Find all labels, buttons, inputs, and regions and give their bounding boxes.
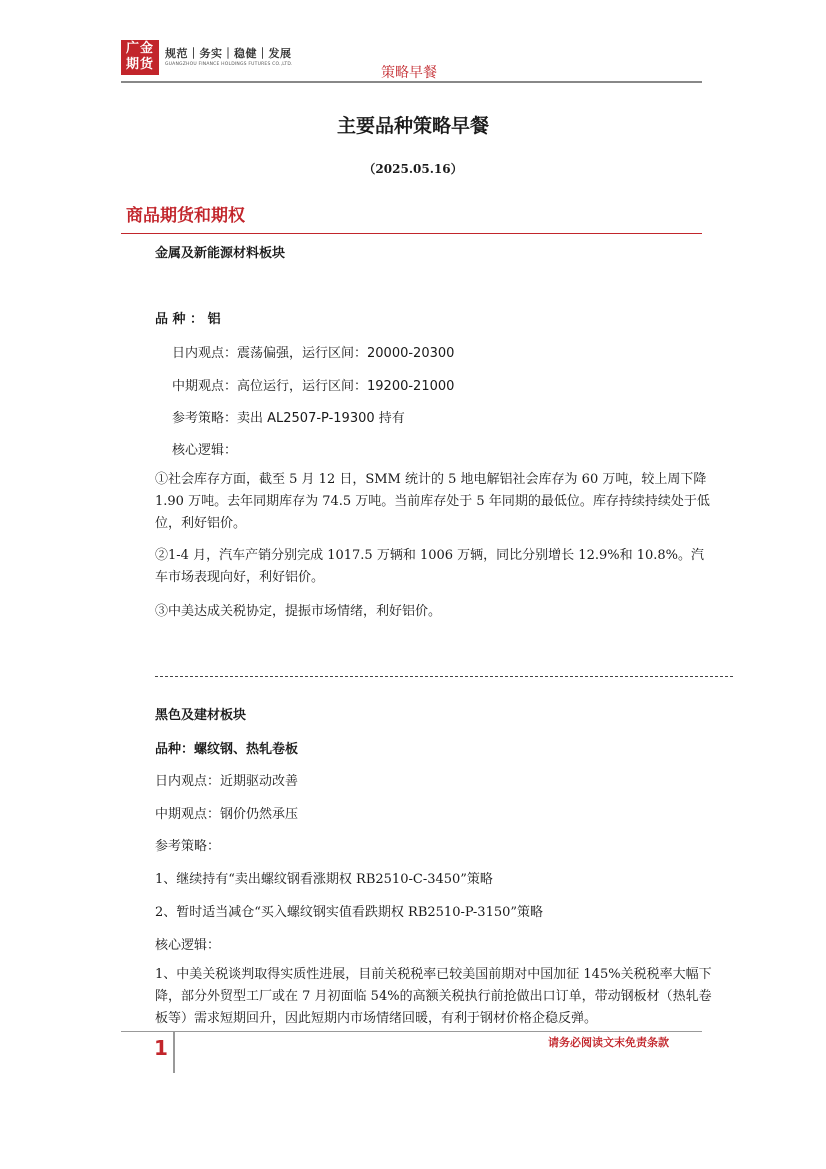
header-divider: [121, 81, 702, 83]
block-ferrous-heading: 黑色及建材板块: [155, 708, 247, 723]
block-ferrous-intraday: 日内观点：近期驱动改善: [155, 774, 299, 789]
document-type: 策略早餐: [381, 65, 437, 81]
block-ferrous-logic-label: 核心逻辑：: [155, 938, 221, 953]
block-ferrous-logic-1: 1、中美关税谈判取得实质性进展，目前关税税率已较美国前期对中国加征 145%关税税率大幅下降，部分外贸型工厂或在 7 月初面临 54%的高额关税执行前抢做出口订单，带动钢板材（热轧卷板等）需求短期回升，因此短期内市场情绪回暖，有利于钢材价格企稳反弹。: [155, 967, 712, 1026]
block-metals-intraday: 日内观点：震荡偏强，运行区间：20000-20300: [172, 346, 455, 361]
block-metals-logic-1: ①社会库存方面，截至 5 月 12 日，SMM 统计的 5 地电解铝社会库存为 60 万吨，较上周下降 1.90 万吨。去年同期库存为 74.5 万吨。当前库存处于 5 年同期的最低位。库存持续持续处于低位，利好铝价。: [155, 472, 710, 531]
block-metals-logic-3: ③中美达成关税协定，提振市场情绪，利好铝价。: [155, 604, 442, 619]
block-ferrous-midterm: 中期观点：钢价仍然承压: [155, 807, 299, 822]
block-metals-variety: 品 种 ： 铝: [155, 312, 221, 327]
block-ferrous-strategy-label: 参考策略：: [155, 839, 221, 854]
block-metals-logic-label: 核心逻辑：: [172, 443, 238, 458]
block-ferrous-variety: 品种：螺纹钢、热轧卷板: [155, 742, 299, 757]
logo-line-2: 期货: [125, 57, 154, 72]
block-metals-heading: 金属及新能源材料板块: [155, 246, 286, 261]
report-date: （2025.05.16）: [363, 162, 463, 176]
disclaimer-note: 请务必阅读文末免责条款: [548, 1036, 669, 1049]
company-slogan: 规范｜务实｜稳健｜发展: [165, 47, 292, 60]
page-title: 主要品种策略早餐: [336, 115, 489, 137]
section-title: 商品期货和期权: [126, 206, 245, 226]
block-metals-midterm: 中期观点：高位运行，运行区间：19200-21000: [172, 379, 455, 394]
page-number: 1: [154, 1036, 168, 1060]
company-english-name: GUANGZHOU FINANCE HOLDINGS FUTURES CO.,LTD.: [165, 62, 293, 67]
block-separator: [155, 676, 733, 677]
block-ferrous-strategy-1: 1、继续持有“卖出螺纹钢看涨期权 RB2510-C-3450”策略: [155, 872, 493, 887]
block-metals-logic-2: ②1-4 月，汽车产销分别完成 1017.5 万辆和 1006 万辆，同比分别增长 12.9%和 10.8%。汽车市场表现向好，利好铝价。: [155, 548, 705, 585]
section-divider: [121, 233, 702, 234]
logo-line-1: 广金: [125, 41, 154, 56]
footer-divider: [121, 1031, 702, 1032]
footer-vertical-rule: [173, 1031, 175, 1073]
block-ferrous-strategy-2: 2、暂时适当减仓“买入螺纹钢实值看跌期权 RB2510-P-3150”策略: [155, 905, 544, 920]
block-metals-strategy: 参考策略：卖出 AL2507-P-19300 持有: [172, 411, 405, 426]
company-logo: [121, 40, 159, 75]
